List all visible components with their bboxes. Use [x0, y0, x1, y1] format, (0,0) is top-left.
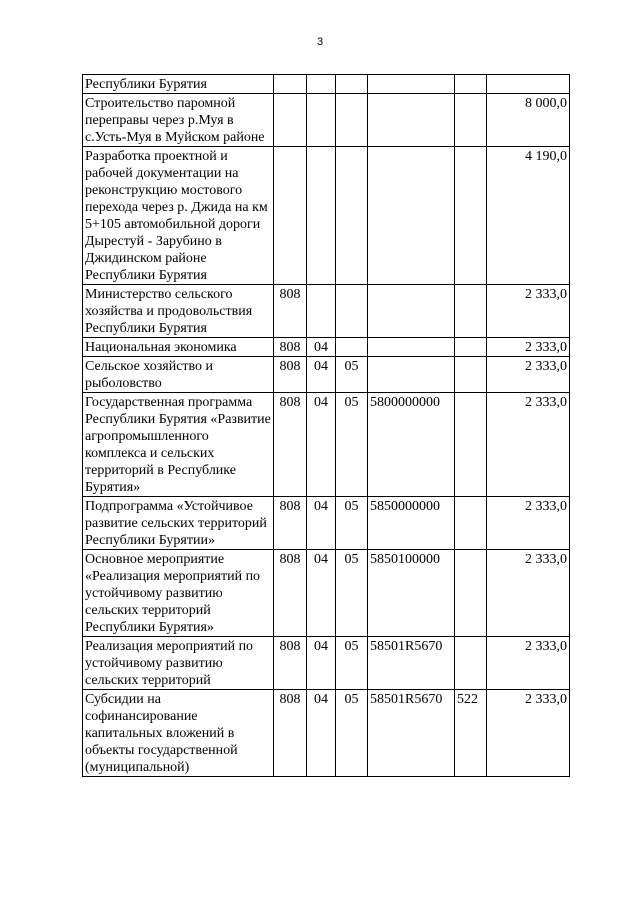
budget-table-body: [83, 75, 570, 777]
cell-sum: 2 333,0: [487, 690, 570, 777]
cell-sum: 2 333,0: [487, 393, 570, 497]
cell-sum: 2 333,0: [487, 357, 570, 393]
cell-sum: 2 333,0: [487, 338, 570, 357]
cell-sum: 2 333,0: [487, 637, 570, 690]
cell-csr: 5850100000: [368, 550, 455, 637]
cell-ved: [274, 75, 307, 94]
cell-vr: [455, 550, 487, 637]
table-row: [83, 94, 570, 147]
cell-rz: 04: [307, 393, 336, 497]
cell-csr: 5850000000: [368, 497, 455, 550]
cell-csr: 58501R5670: [368, 690, 455, 777]
cell-name: Строительство паромной переправы через р.Муя в с.Усть-Муя в Муйском районе: [83, 94, 274, 147]
cell-csr: [368, 357, 455, 393]
cell-csr: 58501R5670: [368, 637, 455, 690]
cell-csr: 5800000000: [368, 393, 455, 497]
cell-csr: [368, 75, 455, 94]
cell-vr: [455, 147, 487, 285]
cell-vr: [455, 357, 487, 393]
table-row: [83, 393, 570, 497]
cell-csr: [368, 94, 455, 147]
cell-vr: [455, 94, 487, 147]
cell-pr: [336, 94, 368, 147]
cell-name: Национальная экономика: [83, 338, 274, 357]
cell-pr: [336, 75, 368, 94]
cell-ved: 808: [274, 357, 307, 393]
cell-sum: 2 333,0: [487, 550, 570, 637]
table-row: [83, 637, 570, 690]
cell-name: Подпрограмма «Устойчивое развитие сельских территорий Республики Бурятии»: [83, 497, 274, 550]
cell-ved: [274, 147, 307, 285]
cell-pr: [336, 338, 368, 357]
cell-name: Сельское хозяйство и рыболовство: [83, 357, 274, 393]
cell-vr: 522: [455, 690, 487, 777]
cell-ved: 808: [274, 338, 307, 357]
table-row: [83, 497, 570, 550]
cell-sum: 2 333,0: [487, 285, 570, 338]
cell-pr: 05: [336, 357, 368, 393]
cell-rz: 04: [307, 637, 336, 690]
cell-pr: 05: [336, 497, 368, 550]
cell-sum: 2 333,0: [487, 497, 570, 550]
cell-vr: [455, 75, 487, 94]
cell-name: Субсидии на софинансирование капитальных вложений в объекты государственной (муниципальной): [83, 690, 274, 777]
cell-sum: 8 000,0: [487, 94, 570, 147]
cell-csr: [368, 147, 455, 285]
cell-sum: 4 190,0: [487, 147, 570, 285]
table-row: [83, 357, 570, 393]
cell-ved: 808: [274, 393, 307, 497]
cell-sum: [487, 75, 570, 94]
table-row: [83, 338, 570, 357]
table-row: [83, 690, 570, 777]
page-number: 3: [316, 36, 324, 48]
table-row: [83, 147, 570, 285]
cell-ved: 808: [274, 550, 307, 637]
cell-name: Министерство сельского хозяйства и продовольствия Республики Бурятия: [83, 285, 274, 338]
table-row: [83, 75, 570, 94]
budget-table: [82, 74, 570, 777]
cell-name: Основное мероприятие «Реализация мероприятий по устойчивому развитию сельских территорий Республики Бурятия»: [83, 550, 274, 637]
cell-rz: 04: [307, 690, 336, 777]
cell-ved: 808: [274, 497, 307, 550]
cell-vr: [455, 393, 487, 497]
cell-pr: 05: [336, 690, 368, 777]
cell-name: Государственная программа Республики Бурятия «Развитие агропромышленного комплекса и сельских территорий в Республике Бурятия»: [83, 393, 274, 497]
cell-pr: 05: [336, 637, 368, 690]
cell-pr: 05: [336, 550, 368, 637]
cell-pr: [336, 285, 368, 338]
cell-ved: 808: [274, 285, 307, 338]
cell-rz: 04: [307, 357, 336, 393]
cell-rz: [307, 285, 336, 338]
cell-pr: [336, 147, 368, 285]
cell-csr: [368, 285, 455, 338]
cell-pr: 05: [336, 393, 368, 497]
cell-name: Реализация мероприятий по устойчивому развитию сельских территорий: [83, 637, 274, 690]
cell-name: Республики Бурятия: [83, 75, 274, 94]
cell-vr: [455, 497, 487, 550]
table-row: [83, 550, 570, 637]
cell-name: Разработка проектной и рабочей документации на реконструкцию мостового перехода через р. Джида на км 5+105 автомобильной дороги Дырестуй - Зарубино в Джидинском районе Республики Бурятия: [83, 147, 274, 285]
table-row: [83, 285, 570, 338]
cell-ved: 808: [274, 690, 307, 777]
cell-rz: 04: [307, 497, 336, 550]
cell-ved: [274, 94, 307, 147]
cell-vr: [455, 637, 487, 690]
cell-vr: [455, 338, 487, 357]
cell-rz: [307, 94, 336, 147]
cell-vr: [455, 285, 487, 338]
cell-rz: 04: [307, 550, 336, 637]
cell-rz: [307, 75, 336, 94]
cell-rz: [307, 147, 336, 285]
cell-rz: 04: [307, 338, 336, 357]
cell-ved: 808: [274, 637, 307, 690]
cell-csr: [368, 338, 455, 357]
